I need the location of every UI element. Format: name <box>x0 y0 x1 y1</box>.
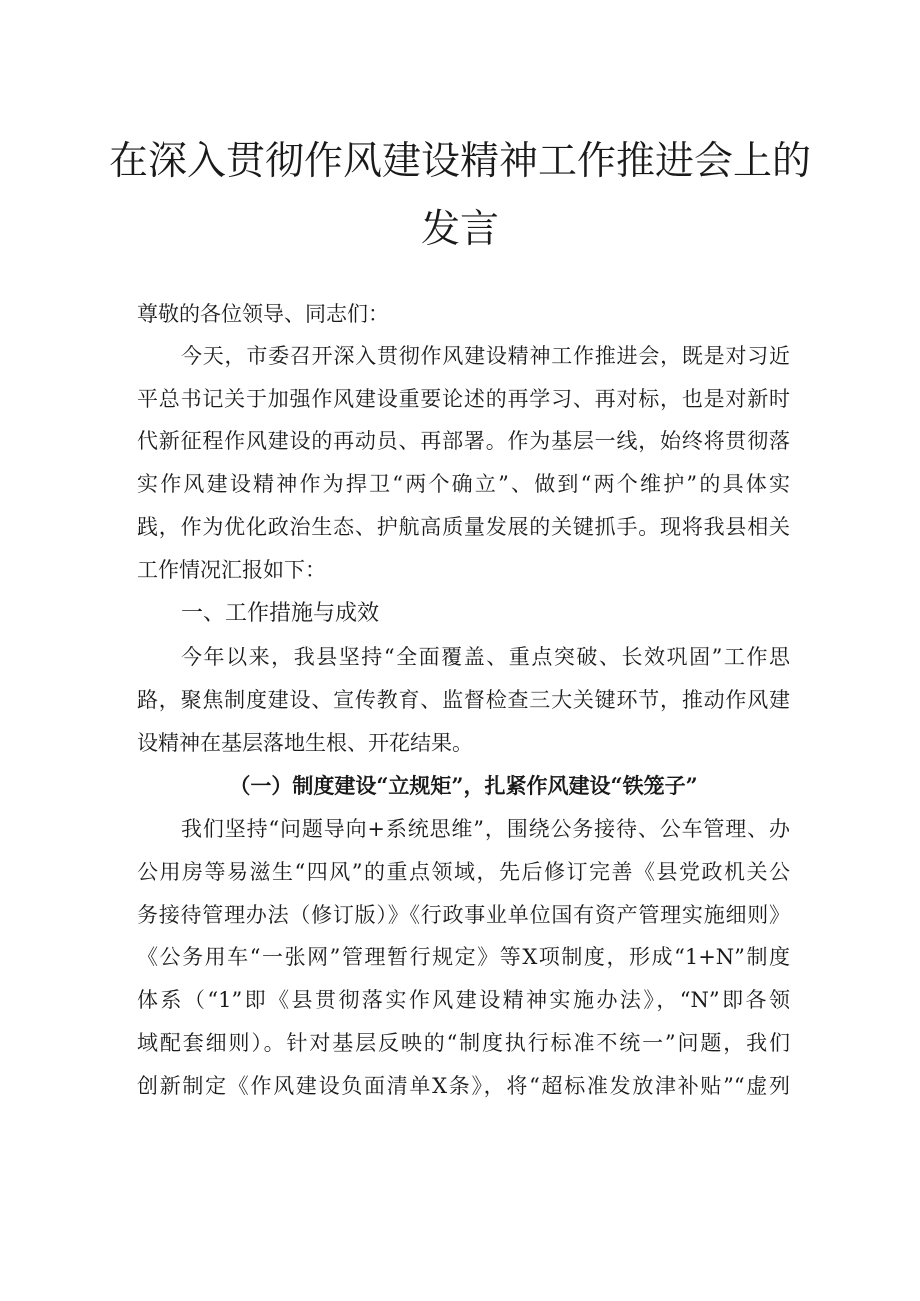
document-title-line-1: 在深入贯彻作风建设精神工作推进会上的 <box>108 139 811 184</box>
subsection-body-line: 我们坚持“问题导向+系统思维”，围绕公务接待、公车管理、办 <box>181 817 790 841</box>
intro-line: 平总书记关于加强作风建设重要论述的再学习、再对标，也是对新时 <box>137 387 790 411</box>
subsection-heading: （一）制度建设“立规矩”，扎紧作风建设“铁笼子” <box>229 773 698 798</box>
section-body-line: 路，聚焦制度建设、宣传教育、监督检查三大关键环节，推动作风建 <box>137 688 790 712</box>
subsection-body-line: 域配套细则）。针对基层反映的“制度执行标准不统一”问题，我们 <box>137 1031 790 1055</box>
section-body-line: 设精神在基层落地生根、开花结果。 <box>137 731 473 755</box>
subsection-body-line: 体系（“1”即《县贯彻落实作风建设精神实施办法》，“N”即各领 <box>137 988 790 1012</box>
subsection-body-line: 创新制定《作风建设负面清单X条》，将“超标准发放津补贴”“虚列 <box>137 1074 790 1098</box>
section-heading: 一、工作措施与成效 <box>181 601 380 626</box>
subsection-body-line: 公用房等易滋生“四风”的重点领域，先后修订完善《县党政机关公 <box>137 860 790 884</box>
intro-line: 实作风建设精神作为捍卫“两个确立”、做到“两个维护”的具体实 <box>137 472 790 496</box>
subsection-body-line: 《公务用车“一张网”管理暂行规定》等X项制度，形成“1+N”制度 <box>137 945 790 969</box>
intro-line: 今天，市委召开深入贯彻作风建设精神工作推进会，既是对习近 <box>181 344 790 368</box>
salutation: 尊敬的各位领导、同志们： <box>137 302 389 326</box>
intro-line: 践，作为优化政治生态、护航高质量发展的关键抓手。现将我县相关 <box>137 515 790 539</box>
section-body-line: 今年以来，我县坚持“全面覆盖、重点突破、长效巩固”工作思 <box>181 645 790 669</box>
intro-line: 工作情况汇报如下： <box>137 558 326 582</box>
subsection-body-line: 务接待管理办法（修订版）》《行政事业单位国有资产管理实施细则》 <box>137 903 790 927</box>
document-title-line-2: 发言 <box>420 207 499 252</box>
intro-line: 代新征程作风建设的再动员、再部署。作为基层一线，始终将贯彻落 <box>137 429 790 453</box>
